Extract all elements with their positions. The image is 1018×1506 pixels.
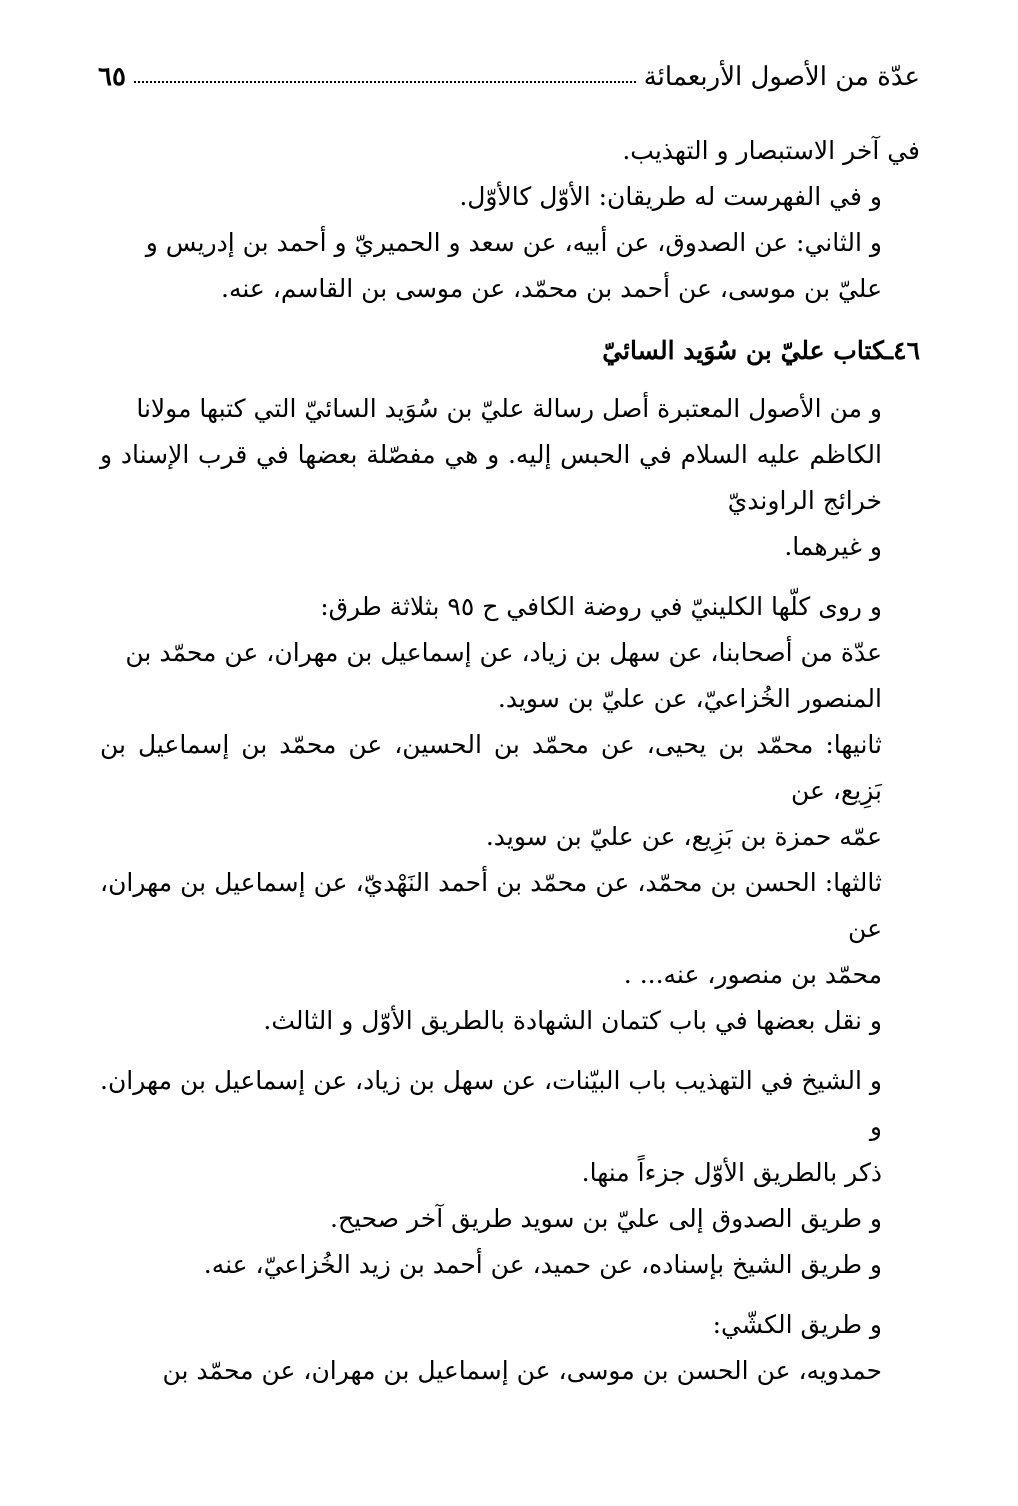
paragraph: حمدويه، عن الحسن بن موسى، عن إسماعيل بن مهران، عن محمّد بن <box>162 1356 882 1385</box>
paragraph: ثانيها: محمّد بن يحيى، عن محمّد بن الحسين، عن محمّد بن إسماعيل بن بَزِيع، عن عمّه حمزة بن بَزِيع، عن عليّ بن سويد. <box>100 730 882 851</box>
paragraph: و في الفهرست له طريقان: الأوّل كالأوّل. <box>459 182 882 211</box>
paragraph: و طريق الكشّي: <box>712 1310 882 1339</box>
paragraph: ثالثها: الحسن بن محمّد، عن محمّد بن أحمد النَهْديّ، عن إسماعيل بن مهران، عن محمّد بن منصور، عنه... . <box>100 868 882 989</box>
running-header <box>98 48 920 92</box>
paragraph: عدّة من أصحابنا، عن سهل بن زياد، عن إسماعيل بن مهران، عن محمّد بن المنصور الخُزاعيّ، عن عليّ بن سويد. <box>125 638 882 713</box>
paragraph: في آخر الاستبصار و التهذيب. <box>622 136 920 165</box>
paragraph: و نقل بعضها في باب كتمان الشهادة بالطريق الأوّل و الثالث. <box>263 1006 882 1035</box>
paragraph: و الشيخ في التهذيب باب البيّنات، عن سهل بن زياد، عن إسماعيل بن مهران. و ذكر بالطريق الأوّل جزءاً منها. <box>100 1066 882 1187</box>
running-header-title: عدّة من الأصول الأربعمائة <box>643 62 920 92</box>
page-number: ٦٥ <box>98 62 126 92</box>
paragraph: و طريق الصدوق إلى عليّ بن سويد طريق آخر صحيح. <box>330 1204 882 1233</box>
paragraph: و الثاني: عن الصدوق، عن أبيه، عن سعد و الحميريّ و أحمد بن إدريس و عليّ بن موسى، عن أحمد بن محمّد، عن موسى بن القاسم، عنه. <box>145 228 882 303</box>
paragraph: و من الأصول المعتبرة أصل رسالة عليّ بن سُوَيد السائيّ التي كتبها مولانا الكاظم عليه السلام في الحبس إليه. و هي مفصّلة بعضها في قرب الإسناد و خرائج الراونديّ و غيرهما. <box>100 394 882 561</box>
dot-leader <box>134 81 636 83</box>
paragraph: و طريق الشيخ بإسناده، عن حميد، عن أحمد بن زيد الخُزاعيّ، عنه. <box>203 1250 882 1279</box>
body-text <box>100 128 920 1394</box>
paragraph: و روى كلّها الكلينيّ في روضة الكافي ح ٩٥ بثلاثة طرق: <box>320 592 882 621</box>
section-heading: ٤٦ـكتاب عليّ بن سُوَيد السائيّ <box>602 336 920 365</box>
